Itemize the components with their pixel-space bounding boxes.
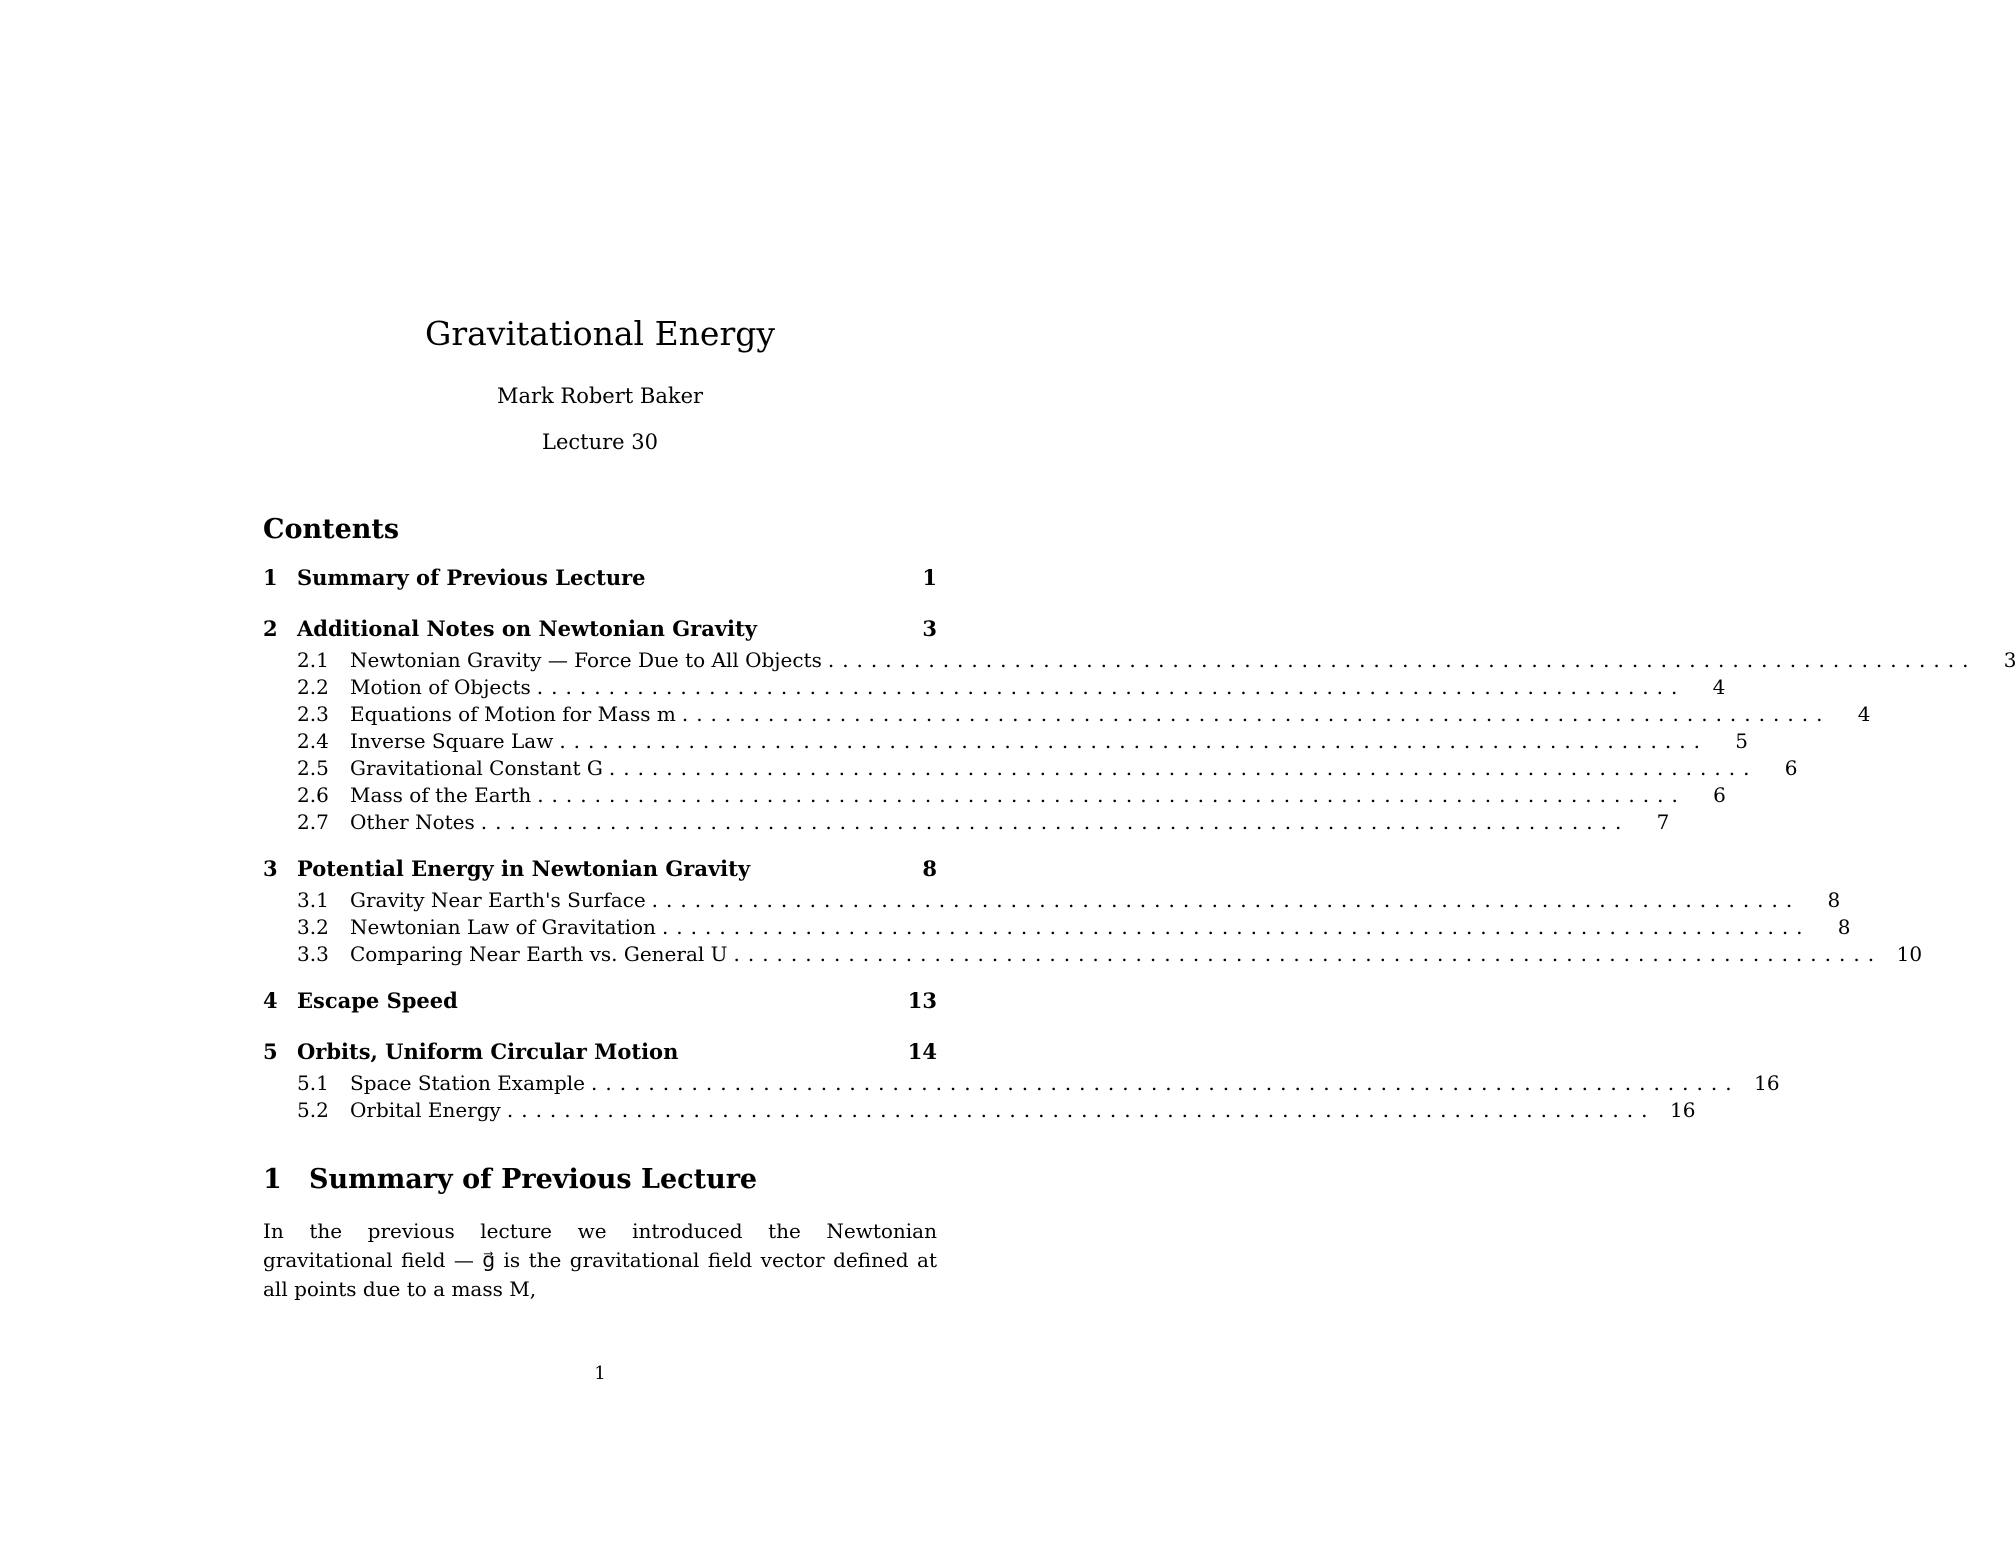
section-title: Summary of Previous Lecture (309, 1164, 758, 1195)
section-1-heading (263, 1160, 757, 1200)
toc-subsection-5.1[interactable] (263, 1071, 1780, 1098)
toc-subsection-page: 16 (1754, 1071, 1780, 1095)
toc-subsection-title: Gravitational Constant G (350, 756, 603, 780)
toc-subsection-title: Newtonian Law of Gravitation (350, 915, 656, 939)
toc-leader-dots: ................................................................................ (661, 915, 1811, 939)
toc-subsection-page: 6 (1713, 783, 1726, 807)
toc-subsection-title: Other Notes (350, 810, 475, 834)
toc-subsection-title: Newtonian Gravity — Force Due to All Objects (350, 648, 822, 672)
toc-section-title: Additional Notes on Newtonian Gravity (297, 616, 757, 641)
toc-subsection-number: 2.4 (297, 729, 329, 753)
toc-section-page: 13 (907, 988, 937, 1013)
toc-subsection-number: 5.1 (297, 1071, 329, 1095)
toc-subsection-title: Inverse Square Law (350, 729, 554, 753)
section-number: 1 (263, 1164, 282, 1195)
toc-subsection-page: 10 (1896, 942, 1923, 966)
toc-section-page: 14 (907, 1039, 937, 1064)
toc-subsection-page: 4 (1712, 675, 1726, 699)
toc-leader-dots: ................................................................................ (480, 810, 1630, 834)
toc-subsection-title: Comparing Near Earth vs. General U (350, 942, 728, 966)
toc-subsection-page: 4 (1857, 702, 1871, 726)
toc-leader-dots: ................................................................................ (536, 675, 1686, 699)
section-1-paragraph: In the previous lecture we introduced the Newtonian gravitational field — g⃗ is the gravitational field vector defined at all points due to a mass M, (263, 1219, 937, 1301)
toc-subsection-3.2[interactable] (263, 915, 1851, 942)
toc-section-number: 3 (263, 856, 278, 881)
toc-subsection-page: 6 (1784, 756, 1798, 780)
toc-leader-dots: ................................................................................ (559, 729, 1708, 753)
toc-section-title: Escape Speed (297, 988, 458, 1013)
toc-subsection-2.6[interactable] (263, 783, 1726, 810)
toc-subsection-page: 8 (1837, 915, 1851, 939)
toc-subsection-page: 16 (1670, 1098, 1696, 1122)
page-number: 1 (594, 1363, 606, 1384)
toc-subsection-number: 5.2 (297, 1098, 329, 1122)
toc-leader-dots: ................................................................................ (591, 1071, 1740, 1095)
toc-subsection-page: 7 (1656, 810, 1670, 834)
toc-subsection-number: 3.3 (297, 942, 329, 966)
toc-section-number: 2 (263, 616, 278, 641)
toc-subsection-2.5[interactable] (263, 756, 1798, 783)
toc-section-2[interactable] (263, 616, 937, 648)
toc-subsection-2.2[interactable] (263, 675, 1726, 702)
toc-section-title: Summary of Previous Lecture (297, 565, 646, 590)
toc-subsection-title: Gravity Near Earth's Surface (350, 888, 646, 912)
toc-subsection-number: 2.2 (297, 675, 329, 699)
toc-subsection-2.4[interactable] (263, 729, 1748, 756)
lecture-label: Lecture 30 (542, 430, 658, 454)
toc-subsection-5.2[interactable] (263, 1098, 1696, 1125)
toc-subsection-title: Space Station Example (350, 1071, 585, 1095)
toc-subsection-number: 2.6 (297, 783, 329, 807)
toc-subsection-2.1[interactable] (263, 648, 2016, 675)
toc-leader-dots: ................................................................................ (733, 942, 1883, 966)
author-name: Mark Robert Baker (496, 384, 704, 408)
contents-heading: Contents (263, 514, 400, 545)
toc-section-title: Potential Energy in Newtonian Gravity (297, 856, 751, 881)
toc-subsection-page: 5 (1735, 729, 1748, 753)
toc-subsection-number: 3.2 (297, 915, 329, 939)
toc-leader-dots: ................................................................................ (681, 702, 1831, 726)
toc-subsection-number: 3.1 (297, 888, 329, 912)
toc-section-1[interactable] (263, 565, 937, 597)
toc-leader-dots: ................................................................................ (608, 756, 1758, 780)
toc-section-page: 8 (922, 856, 937, 881)
toc-section-title: Orbits, Uniform Circular Motion (297, 1039, 679, 1064)
toc-section-4[interactable] (263, 988, 937, 1020)
toc-section-number: 5 (263, 1039, 278, 1064)
toc-section-number: 1 (263, 565, 278, 590)
toc-section-3[interactable] (263, 856, 937, 888)
toc-subsection-number: 2.1 (297, 648, 329, 672)
toc-subsection-title: Mass of the Earth (350, 783, 532, 807)
toc-subsection-title: Equations of Motion for Mass m (350, 702, 676, 726)
toc-leader-dots: ................................................................................ (651, 888, 1801, 912)
toc-leader-dots: ................................................................................ (537, 783, 1686, 807)
toc-subsection-2.7[interactable] (263, 810, 1670, 837)
toc-section-page: 3 (922, 616, 937, 641)
document-title: Gravitational Energy (424, 314, 775, 353)
toc-subsection-3.3[interactable] (263, 942, 1923, 969)
toc-section-number: 4 (263, 988, 278, 1013)
toc-section-page: 1 (922, 565, 937, 590)
toc-leader-dots: ................................................................................ (506, 1098, 1656, 1122)
toc-subsection-title: Motion of Objects (350, 675, 531, 699)
toc-subsection-number: 2.3 (297, 702, 329, 726)
toc-leader-dots: ................................................................................ (827, 648, 1977, 672)
toc-subsection-title: Orbital Energy (350, 1098, 501, 1122)
toc-subsection-number: 2.5 (297, 756, 329, 780)
toc-subsection-number: 2.7 (297, 810, 329, 834)
toc-subsection-page: 8 (1827, 888, 1841, 912)
table-of-contents (263, 565, 2016, 1125)
toc-subsection-3.1[interactable] (263, 888, 1841, 915)
toc-subsection-2.3[interactable] (263, 702, 1871, 729)
toc-section-5[interactable] (263, 1039, 937, 1071)
toc-subsection-page: 3 (2003, 648, 2016, 672)
